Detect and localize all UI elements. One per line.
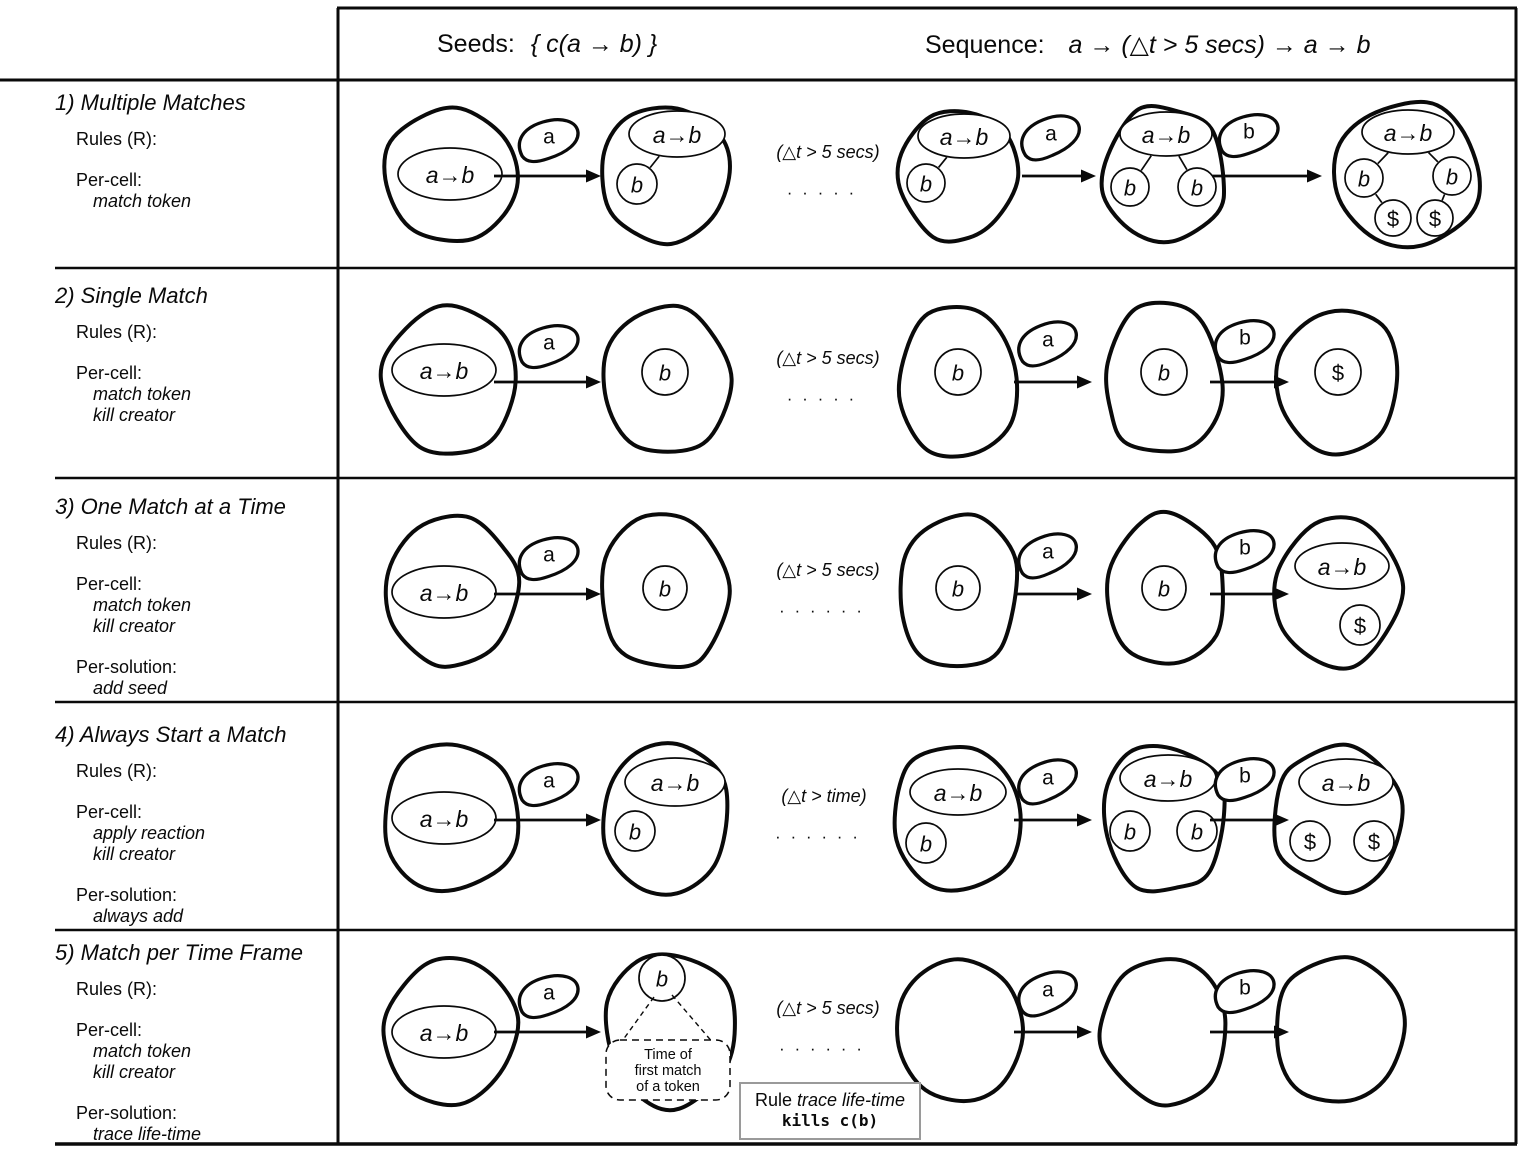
cell	[1106, 303, 1223, 452]
seeds-label: Seeds:	[437, 30, 515, 58]
reaction-text: a→b	[933, 780, 983, 806]
rule-scope-label: Per-cell:	[76, 1020, 143, 1040]
seed-token-text: a	[543, 125, 555, 149]
rule-scope-label: Per-cell:	[76, 802, 143, 822]
rule-item: kill creator	[93, 405, 176, 425]
arrow-head	[586, 814, 601, 827]
rule-item: match token	[93, 1041, 192, 1061]
gap-time-label: (△t > 5 secs)	[776, 348, 880, 368]
seed-blob	[515, 760, 582, 809]
seed-blob	[1215, 111, 1282, 160]
seed-blob	[1016, 110, 1085, 163]
rule-note-code: kills c(b)	[781, 1111, 879, 1130]
gap-dots: . . . . . .	[779, 1035, 865, 1055]
cell-outline	[897, 959, 1023, 1101]
cell	[385, 744, 518, 891]
reaction-text: a→b	[419, 1020, 469, 1046]
token-text: b	[1445, 164, 1459, 190]
arrow-head	[1077, 588, 1092, 601]
sequence-label: Sequence:	[925, 31, 1045, 59]
token-text: b	[1190, 819, 1204, 845]
seed-blob	[515, 972, 582, 1021]
token-text: b	[951, 576, 965, 602]
seed-token-text: a	[1042, 328, 1054, 352]
cell	[602, 108, 730, 245]
seed-blob	[1013, 528, 1082, 581]
cell	[899, 307, 1017, 457]
reaction-text: a→b	[419, 580, 469, 606]
cell-outline	[1277, 957, 1405, 1101]
cell-outline	[1274, 517, 1403, 668]
seed-token-text: a	[543, 769, 555, 793]
row-diagram	[386, 512, 1403, 669]
rules-label: Rules (R):	[76, 129, 158, 149]
gap-time-label: (△t > 5 secs)	[776, 142, 880, 162]
reaction-text: a→b	[939, 124, 989, 150]
row-diagram	[381, 303, 1398, 457]
token-text: b	[951, 360, 965, 386]
row-diagram	[384, 102, 1480, 247]
reaction-text: a→b	[652, 122, 702, 148]
token-text: $	[1386, 206, 1400, 232]
arrow-head	[1077, 376, 1092, 389]
rule-item: trace life-time	[93, 1124, 202, 1144]
rule-item: kill creator	[93, 616, 176, 636]
seed-blob	[1211, 755, 1278, 804]
rule-scope-label: Per-solution:	[76, 657, 178, 677]
seed-blob	[515, 116, 582, 165]
flow-arrow	[1212, 111, 1322, 183]
arrow-head	[586, 1026, 601, 1039]
seed-token-text: b	[1239, 976, 1251, 1000]
arrow-head	[586, 376, 601, 389]
token-text: b	[1157, 360, 1171, 386]
gap-dots: . . . . .	[787, 179, 857, 199]
reaction-text: a→b	[1143, 766, 1193, 792]
arrow-head	[1077, 1026, 1092, 1039]
seed-token-text: b	[1239, 764, 1251, 788]
seed-token-text: a	[543, 543, 555, 567]
token-text: b	[1123, 819, 1137, 845]
flow-arrow	[1013, 966, 1092, 1038]
cell	[603, 306, 731, 452]
seed-blob	[1211, 527, 1278, 576]
cell	[1107, 512, 1223, 664]
rule-item: always add	[93, 906, 184, 926]
cell-outline	[1099, 959, 1225, 1105]
cell	[901, 514, 1018, 666]
token-text: b	[1157, 576, 1171, 602]
rules-label: Rules (R):	[76, 761, 158, 781]
cell	[1274, 517, 1403, 668]
seed-blob	[1013, 966, 1082, 1019]
arrow-head	[1081, 170, 1096, 183]
sequence-formula: a → (△t > 5 secs) → a → b	[1068, 31, 1371, 59]
seed-blob	[515, 534, 582, 583]
token-text: $	[1367, 829, 1381, 855]
cell	[897, 959, 1023, 1101]
rule-item: add seed	[93, 678, 168, 698]
row-title: 2) Single Match	[55, 283, 208, 308]
rule-item: kill creator	[93, 844, 176, 864]
cell	[602, 514, 730, 667]
cell	[606, 954, 735, 1110]
rule-item: match token	[93, 384, 192, 404]
token-text: b	[1123, 175, 1137, 201]
seed-blob	[1211, 967, 1278, 1016]
rule-scope-label: Per-cell:	[76, 170, 143, 190]
gap-time-label: (△t > 5 secs)	[776, 560, 880, 580]
token-text: b	[919, 831, 933, 857]
cell	[381, 305, 516, 453]
rule-note-line1: Rule trace life-time	[754, 1090, 906, 1110]
rule-item: kill creator	[93, 1062, 176, 1082]
token-text: $	[1353, 613, 1367, 639]
rules-label: Rules (R):	[76, 533, 158, 553]
rule-item: match token	[93, 191, 192, 211]
seed-blob	[1013, 754, 1082, 807]
seed-token-text: a	[1045, 122, 1057, 146]
reaction-text: a→b	[425, 162, 475, 188]
rule-scope-label: Per-solution:	[76, 885, 178, 905]
rules-label: Rules (R):	[76, 979, 158, 999]
row-title: 4) Always Start a Match	[55, 722, 287, 747]
token-text: b	[655, 966, 669, 992]
seed-blob	[515, 322, 582, 371]
rule-note-box	[739, 1082, 921, 1140]
reaction-text: a→b	[1141, 122, 1191, 148]
token-text: b	[1190, 175, 1204, 201]
seed-token-text: b	[1239, 536, 1251, 560]
reaction-text: a→b	[650, 770, 700, 796]
arrow-head	[1077, 814, 1092, 827]
token-text: b	[630, 172, 644, 198]
cell	[1274, 745, 1402, 893]
rule-item: match token	[93, 595, 192, 615]
cell	[897, 111, 1018, 241]
flow-arrow	[1013, 316, 1092, 388]
token-text: b	[628, 819, 642, 845]
arrow-head	[586, 588, 601, 601]
token-text: b	[658, 360, 672, 386]
rule-scope-label: Per-solution:	[76, 1103, 178, 1123]
cell	[386, 516, 519, 667]
gap-dots: . . . . . .	[779, 597, 865, 617]
cell	[1104, 746, 1225, 891]
flow-arrow	[1013, 528, 1092, 600]
token-text: b	[658, 576, 672, 602]
gap-dots: . . . . .	[787, 385, 857, 405]
seed-token-text: b	[1243, 120, 1255, 144]
callout-text: of a token	[636, 1079, 700, 1095]
seed-blob	[1211, 317, 1278, 366]
reaction-text: a→b	[1321, 770, 1371, 796]
cell	[1102, 106, 1225, 242]
rule-item: apply reaction	[93, 823, 206, 843]
callout-text: Time of	[644, 1047, 692, 1063]
seed-token-text: a	[1042, 978, 1054, 1002]
rule-scope-label: Per-cell:	[76, 574, 143, 594]
reaction-text: a→b	[419, 806, 469, 832]
gap-dots: . . . . . .	[775, 823, 861, 843]
token-text: $	[1331, 360, 1345, 386]
row-diagram	[385, 743, 1402, 895]
token-text: $	[1303, 829, 1317, 855]
seed-token-text: a	[543, 981, 555, 1005]
rules-label: Rules (R):	[76, 322, 158, 342]
token-text: b	[1357, 166, 1371, 192]
row-title: 3) One Match at a Time	[55, 494, 286, 519]
reaction-text: a→b	[1317, 554, 1367, 580]
arrow-head	[586, 170, 601, 183]
arrow-head	[1307, 170, 1322, 183]
cell	[384, 107, 518, 240]
row-title: 5) Match per Time Frame	[55, 940, 303, 965]
seed-token-text: b	[1239, 326, 1251, 350]
seed-token-text: a	[1042, 540, 1054, 564]
cell	[1099, 959, 1225, 1105]
gap-time-label: (△t > time)	[781, 786, 867, 806]
seed-token-text: a	[543, 331, 555, 355]
flow-arrow	[1013, 754, 1092, 826]
cell	[895, 747, 1021, 891]
row-title: 1) Multiple Matches	[55, 90, 246, 115]
reaction-text: a→b	[419, 358, 469, 384]
callout-text: first match	[634, 1063, 702, 1079]
cell	[1277, 957, 1405, 1101]
cell	[603, 743, 727, 895]
cell	[1276, 311, 1397, 455]
cell	[1334, 102, 1480, 247]
gap-time-label: (△t > 5 secs)	[776, 998, 880, 1018]
seed-blob	[1013, 316, 1082, 369]
token-text: b	[919, 171, 933, 197]
reaction-text: a→b	[1383, 120, 1433, 146]
seed-token-text: a	[1042, 766, 1054, 790]
token-text: $	[1428, 206, 1442, 232]
seeds-formula: { c(a → b) }	[530, 30, 658, 58]
flow-arrow	[1016, 110, 1096, 182]
rule-scope-label: Per-cell:	[76, 363, 143, 383]
